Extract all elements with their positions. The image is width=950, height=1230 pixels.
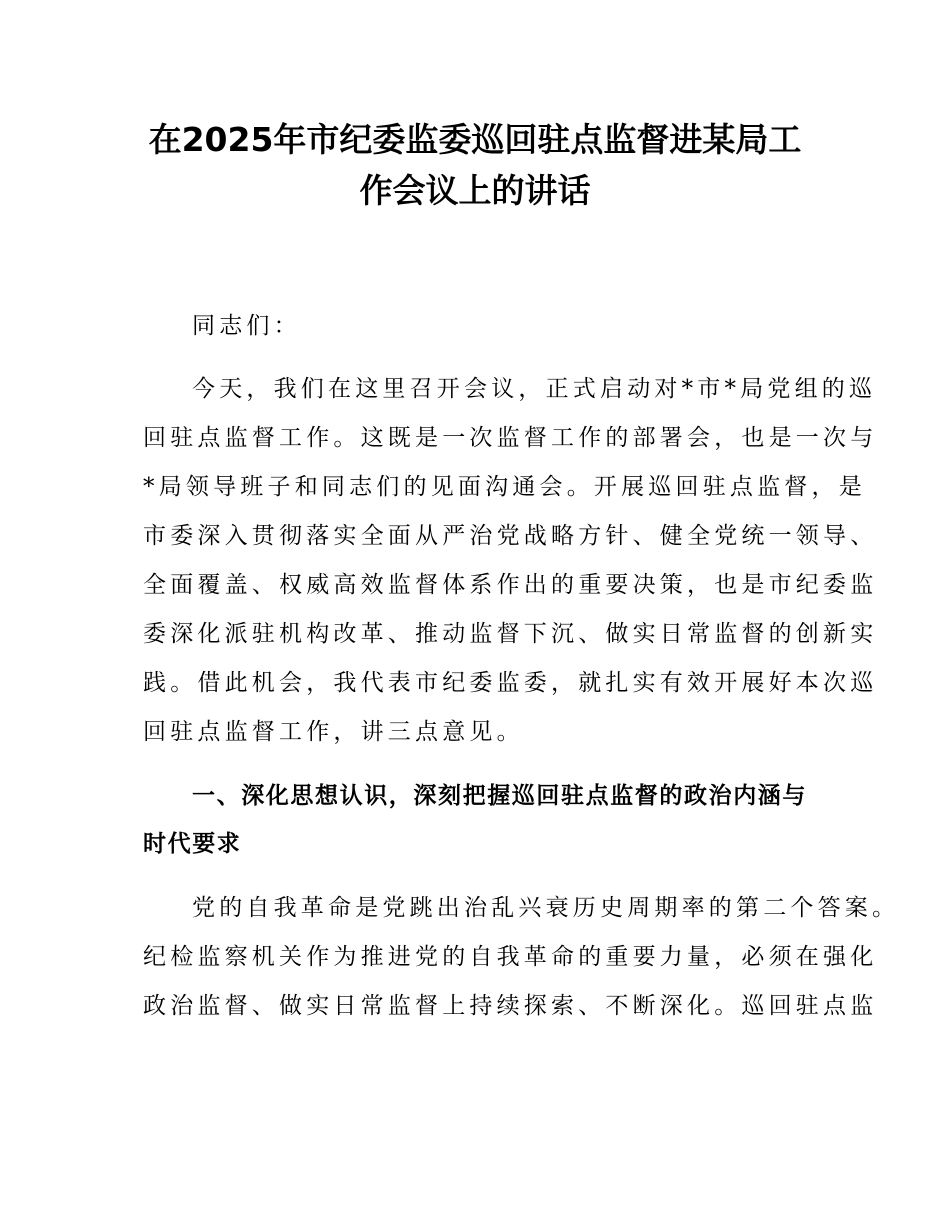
paragraph-1-line: 委深化派驻机构改革、推动监督下沉、做实日常监督的创新实 xyxy=(143,621,878,647)
paragraph-2-line: 政治监督、做实日常监督上持续探索、不断深化。巡回驻点监 xyxy=(143,993,878,1019)
section-heading-line: 一、深化思想认识，深刻把握巡回驻点监督的政治内涵与 xyxy=(192,783,807,809)
paragraph-1-line: *局领导班子和同志们的见面沟通会。开展巡回驻点监督，是 xyxy=(143,474,866,500)
paragraph-1-line: 回驻点监督工作。这既是一次监督工作的部署会，也是一次与 xyxy=(143,425,878,451)
paragraph-1-line: 回驻点监督工作，讲三点意见。 xyxy=(143,719,524,745)
document-title-line-2: 作会议上的讲话 xyxy=(359,171,591,210)
paragraph-1-line: 践。借此机会，我代表市纪委监委，就扎实有效开展好本次巡 xyxy=(143,670,878,696)
section-heading-line: 时代要求 xyxy=(143,831,242,857)
paragraph-1-line: 全面覆盖、权威高效监督体系作出的重要决策，也是市纪委监 xyxy=(143,572,878,598)
paragraph-1-line: 今天，我们在这里召开会议，正式启动对*市*局党组的巡 xyxy=(192,376,877,402)
salutation: 同志们： xyxy=(192,313,301,339)
paragraph-2-line: 纪检监察机关作为推进党的自我革命的重要力量，必须在强化 xyxy=(143,944,878,970)
paragraph-1-line: 市委深入贯彻落实全面从严治党战略方针、健全党统一领导、 xyxy=(143,523,878,549)
document-title-line-1: 在2025年市纪委监委巡回驻点监督进某局工 xyxy=(148,120,802,159)
paragraph-2-line: 党的自我革命是党跳出治乱兴衰历史周期率的第二个答案。 xyxy=(192,895,900,921)
